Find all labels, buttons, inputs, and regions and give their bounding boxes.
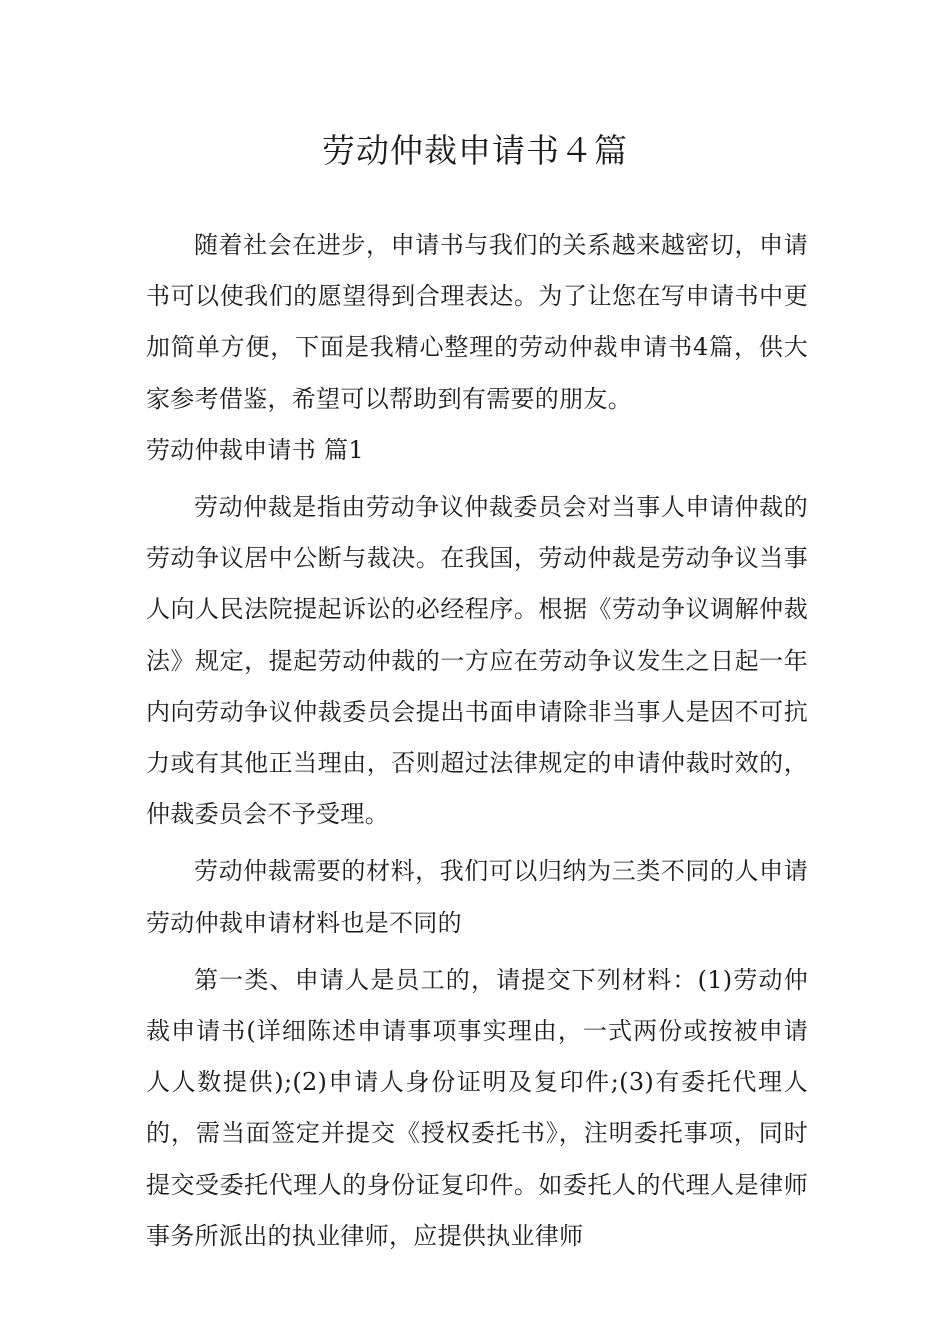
body-paragraph-3: 第一类、申请人是员工的，请提交下列材料：(1)劳动仲裁申请书(详细陈述申请事项事实理由，一式两份或按被申请人人数提供);(2)申请人身份证明及复印件;(3)有委托代理人的，需当面签定并提交《授权委托书》，注明委托事项，同时提交受委托代理人的身份证复印件。如委托人的代理人是律师事务所派出的执业律师，应提供执业律师 [146, 965, 808, 1250]
section-heading: 劳动仲裁申请书 篇1 [146, 435, 364, 464]
document-body [146, 220, 808, 1262]
body-paragraph-1: 劳动仲裁是指由劳动争议仲裁委员会对当事人申请仲裁的劳动争议居中公断与裁决。在我国，劳动仲裁是劳动争议当事人向人民法院提起诉讼的必经程序。根据《劳动争议调解仲裁法》规定，提起劳动仲裁的一方应在劳动争议发生之日起一年内向劳动争议仲裁委员会提出书面申请除非当事人是因不可抗力或有其他正当理由，否则超过法律规定的申请仲裁时效的，仲裁委员会不予受理。 [146, 493, 808, 829]
document-title: 劳动仲裁申请书４篇 [322, 131, 628, 170]
intro-paragraph: 随着社会在进步，申请书与我们的关系越来越密切，申请书可以使我们的愿望得到合理表达。为了让您在写申请书中更加简单方便，下面是我精心整理的劳动仲裁申请书4篇，供大家参考借鉴，希望可以帮助到有需要的朋友。 [146, 231, 808, 413]
body-paragraph-2: 劳动仲裁需要的材料，我们可以归纳为三类不同的人申请劳动仲裁申请材料也是不同的 [146, 857, 808, 937]
